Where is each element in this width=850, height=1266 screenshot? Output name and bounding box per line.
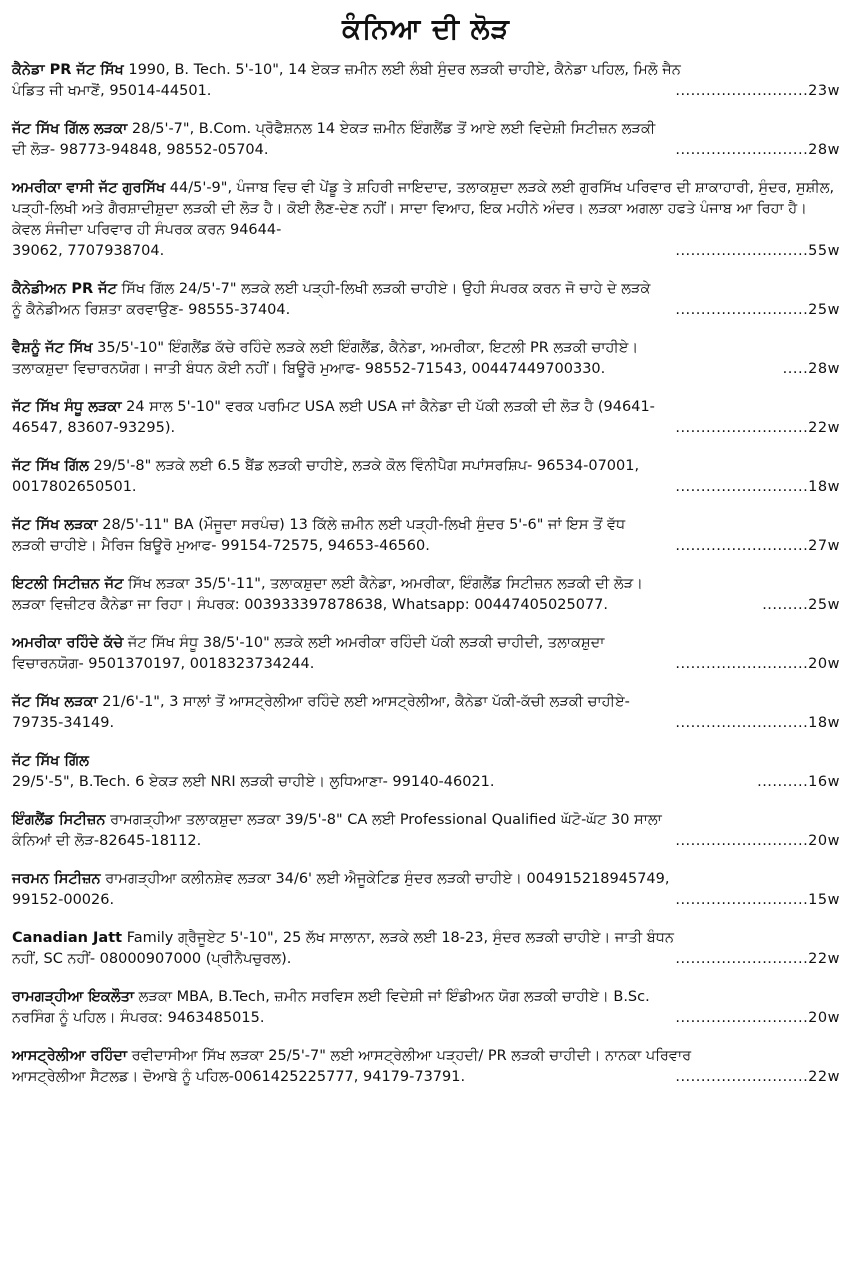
ad-code: ..........................20w: [675, 656, 840, 672]
ad-text: [12, 119, 840, 140]
ad-headline: ਰਾਮਗੜ੍ਹੀਆ ਇਕਲੌਤਾ: [12, 989, 135, 1005]
ad-headline: ਇੰਗਲੈਂਡ ਸਿਟੀਜ਼ਨ: [12, 812, 106, 828]
ad-code: ..........................15w: [675, 892, 840, 908]
ad-contact: 79735-34149.: [12, 715, 115, 731]
ad-code: ..........................22w: [675, 1069, 840, 1085]
ad-text: [12, 456, 840, 477]
ad-item: [12, 397, 840, 439]
ad-item: [12, 279, 840, 321]
ad-text: [12, 692, 840, 713]
ad-tail: [12, 1008, 840, 1029]
ad-tail: [12, 1067, 840, 1088]
ad-body: 28/5'-7", B.Com. ਪ੍ਰੋਫੈਸ਼ਨਲ 14 ਏਕੜ ਜ਼ਮੀਨ ਇੰਗਲੈਂਡ ਤੋਂ ਆਏ ਲਈ ਵਿਦੇਸ਼ੀ ਸਿਟੀਜ਼ਨ ਲੜਕੀ: [127, 121, 656, 137]
ad-text: [12, 178, 840, 241]
ad-contact: 39062, 7707938704.: [12, 243, 165, 259]
ad-text: [12, 869, 840, 890]
ad-item: [12, 338, 840, 380]
ad-contact: ਲੜਕੀ ਚਾਹੀਏ। ਮੈਰਿਜ ਬਿਊਰੋ ਮੁਆਫ- 99154-72575, 94653-46560.: [12, 538, 430, 554]
ad-code: ..........................28w: [675, 142, 840, 158]
ad-contact: 29/5'-5", B.Tech. 6 ਏਕੜ ਲਈ NRI ਲੜਕੀ ਚਾਹੀਏ। ਲੁਧਿਆਣਾ- 99140-46021.: [12, 774, 495, 790]
ad-body: 24 ਸਾਲ 5'-10" ਵਰਕ ਪਰਮਿਟ USA ਲਈ USA ਜਾਂ ਕੈਨੇਡਾ ਦੀ ਪੱਕੀ ਲੜਕੀ ਦੀ ਲੋੜ ਹੈ (94641-: [121, 399, 655, 415]
ad-tail: [12, 772, 840, 793]
ad-contact: ਵਿਚਾਰਨਯੋਗ- 9501370197, 0018323734244.: [12, 656, 315, 672]
ad-contact: ਆਸਟ੍ਰੇਲੀਆ ਸੈਟਲਡ। ਦੋਆਬੇ ਨੂੰ ਪਹਿਲ-0061425225777, 94179-73791.: [12, 1069, 466, 1085]
ad-body: 21/6'-1", 3 ਸਾਲਾਂ ਤੋਂ ਆਸਟ੍ਰੇਲੀਆ ਰਹਿੰਦੇ ਲਈ ਆਸਟ੍ਰੇਲੀਆ, ਕੈਨੇਡਾ ਪੱਕੀ-ਕੱਚੀ ਲੜਕੀ ਚਾਹੀਏ-: [97, 694, 630, 710]
ad-contact: ਨੂੰ ਕੈਨੇਡੀਅਨ ਰਿਸ਼ਤਾ ਕਰਵਾਉਣ- 98555-37404.: [12, 302, 291, 318]
ad-text: [12, 515, 840, 536]
ad-contact: ਦੀ ਲੋੜ- 98773-94848, 98552-05704.: [12, 142, 269, 158]
ad-tail: [12, 241, 840, 262]
ad-headline: ਜਰਮਨ ਸਿਟੀਜ਼ਨ: [12, 871, 101, 887]
ad-headline: ਆਸਟ੍ਰੇਲੀਆ ਰਹਿੰਦਾ: [12, 1048, 128, 1064]
page-title: ਕੰਨਿਆ ਦੀ ਲੋੜ: [342, 12, 510, 45]
ad-headline: ਅਮਰੀਕਾ ਵਾਸੀ ਜੱਟ ਗੁਰਸਿੱਖ: [12, 180, 166, 196]
ad-item: [12, 869, 840, 911]
ad-item: [12, 574, 840, 616]
ad-headline: ਜੱਟ ਸਿੱਖ ਲੜਕਾ: [12, 517, 98, 533]
ad-code: .....28w: [782, 361, 840, 377]
ad-body: 35/5'-10" ਇੰਗਲੈਂਡ ਕੱਚੇ ਰਹਿੰਦੇ ਲੜਕੇ ਲਈ ਇੰਗਲੈਂਡ, ਕੈਨੇਡਾ, ਅਮਰੀਕਾ, ਇਟਲੀ PR ਲੜਕੀ ਚਾਹੀਏ।: [92, 340, 639, 356]
ad-headline: Canadian Jatt: [12, 930, 123, 946]
ad-headline: ਵੈਸ਼ਨੂੰ ਜੱਟ ਸਿੱਖ: [12, 340, 93, 356]
ad-tail: [12, 713, 840, 734]
ad-body: ਸਿੱਖ ਲੜਕਾ 35/5'-11", ਤਲਾਕਸ਼ੁਦਾ ਲਈ ਕੈਨੇਡਾ, ਅਮਰੀਕਾ, ਇੰਗਲੈਂਡ ਸਿਟੀਜ਼ਨ ਲੜਕੀ ਦੀ ਲੋੜ।: [123, 576, 643, 592]
ad-body: 29/5'-8" ਲੜਕੇ ਲਈ 6.5 ਬੈਂਡ ਲੜਕੀ ਚਾਹੀਏ, ਲੜਕੇ ਕੋਲ ਵਿੰਨੀਪੈਗ ਸਪਾਂਸਰਸ਼ਿਪ- 96534-07001,: [88, 458, 640, 474]
ad-contact: ਲੜਕਾ ਵਿਜ਼ੀਟਰ ਕੈਨੇਡਾ ਜਾ ਰਿਹਾ। ਸੰਪਰਕ: 003933397878638, Whatsapp: 00447405025077.: [12, 597, 609, 613]
ad-body: ਰਵੀਦਾਸੀਆ ਸਿੱਖ ਲੜਕਾ 25/5'-7" ਲਈ ਆਸਟ੍ਰੇਲੀਆ ਪੜ੍ਹਦੀ/ PR ਲੜਕੀ ਚਾਹੀਦੀ। ਨਾਨਕਾ ਪਰਿਵਾਰ: [127, 1048, 692, 1064]
ad-contact: ਨਹੀਂ, SC ਨਹੀਂ- 08000907000 (ਪ੍ਰੀਨੈਪਚੁਰਲ).: [12, 951, 292, 967]
ad-headline: ਜੱਟ ਸਿੱਖ ਗਿੱਲ: [12, 753, 89, 769]
ad-headline: ਜੱਟ ਸਿੱਖ ਗਿੱਲ: [12, 458, 89, 474]
ad-headline: ਜੱਟ ਸਿੱਖ ਗਿੱਲ ਲੜਕਾ: [12, 121, 128, 137]
ad-tail: [12, 654, 840, 675]
ad-text: [12, 574, 840, 595]
ad-text: [12, 279, 840, 300]
ad-item: [12, 60, 840, 102]
ad-headline: ਕੈਨੇਡਾ PR ਜੱਟ ਸਿੱਖ: [12, 62, 124, 78]
ad-code: ..........................22w: [675, 951, 840, 967]
ad-body: 1990, B. Tech. 5'-10", 14 ਏਕੜ ਜ਼ਮੀਨ ਲਈ ਲੰਬੀ ਸੁੰਦਰ ਲੜਕੀ ਚਾਹੀਏ, ਕੈਨੇਡਾ ਪਹਿਲ, ਮਿਲੋ ਜੈਨ: [123, 62, 681, 78]
ad-tail: [12, 418, 840, 439]
ad-item: [12, 751, 840, 793]
ad-contact: 0017802650501.: [12, 479, 137, 495]
ad-body: ਜੱਟ ਸਿੱਖ ਸੰਧੂ 38/5'-10" ਲੜਕੇ ਲਈ ਅਮਰੀਕਾ ਰਹਿੰਦੀ ਪੱਕੀ ਲੜਕੀ ਚਾਹੀਦੀ, ਤਲਾਕਸ਼ੁਦਾ: [123, 635, 605, 651]
ad-headline: ਜੱਟ ਸਿੱਖ ਲੜਕਾ: [12, 694, 98, 710]
ad-body: ਰਾਮਗੜ੍ਹੀਆ ਕਲੀਨਸ਼ੇਵ ਲੜਕਾ 34/6' ਲਈ ਐਜੂਕੇਟਿਡ ਸੁੰਦਰ ਲੜਕੀ ਚਾਹੀਏ। 004915218945749,: [100, 871, 670, 887]
ad-item: [12, 928, 840, 970]
ad-tail: [12, 81, 840, 102]
ad-text: [12, 928, 840, 949]
ads-list: [12, 60, 840, 1088]
ad-code: ..........16w: [757, 774, 840, 790]
ad-text: [12, 338, 840, 359]
ad-body: ਲੜਕਾ MBA, B.Tech, ਜ਼ਮੀਨ ਸਰਵਿਸ ਲਈ ਵਿਦੇਸ਼ੀ ਜਾਂ ਇੰਡੀਅਨ ਯੋਗ ਲੜਕੀ ਚਾਹੀਏ। B.Sc.: [134, 989, 650, 1005]
ad-code: ..........................20w: [675, 833, 840, 849]
ad-tail: [12, 536, 840, 557]
ad-headline: ਇਟਲੀ ਸਿਟੀਜ਼ਨ ਜੱਟ: [12, 576, 124, 592]
ad-text: [12, 1046, 840, 1067]
ad-text: [12, 810, 840, 831]
ad-contact: ਨਰਸਿੰਗ ਨੂੰ ਪਹਿਲ। ਸੰਪਰਕ: 9463485015.: [12, 1010, 265, 1026]
ad-body: Family ਗ੍ਰੈਜੂਏਟ 5'-10", 25 ਲੱਖ ਸਾਲਾਨਾ, ਲੜਕੇ ਲਈ 18-23, ਸੁੰਦਰ ਲੜਕੀ ਚਾਹੀਏ। ਜਾਤੀ ਬੰਧਨ: [122, 930, 674, 946]
ad-code: ..........................18w: [675, 479, 840, 495]
ad-item: [12, 456, 840, 498]
ad-item: [12, 515, 840, 557]
ad-body: 44/5'-9", ਪੰਜਾਬ ਵਿਚ ਵੀ ਪੇਂਡੂ ਤੇ ਸ਼ਹਿਰੀ ਜਾਇਦਾਦ, ਤਲਾਕਸ਼ੁਦਾ ਲੜਕੇ ਲਈ ਗੁਰਸਿੱਖ ਪਰਿਵਾਰ ਦੀ ਸ਼ਾਕਾਹਾਰੀ, ਸੁੰਦਰ, ਸੁਸ਼ੀਲ, ਪੜ੍ਹੀ-ਲਿਖੀ ਅਤੇ ਗੈਰਸ਼ਾਦੀਸ਼ੁਦਾ ਲੜਕੀ ਦੀ ਲੋੜ ਹੈ। ਕੋਈ ਲੈਣ-ਦੇਣ ਨਹੀਂ। ਸਾਦਾ ਵਿਆਹ, ਇਕ ਮਹੀਨੇ ਅੰਦਰ। ਲੜਕਾ ਅਗਲਾ ਹਫਤੇ ਪੰਜਾਬ ਆ ਰਿਹਾ ਹੈ। ਕੇਵਲ ਸੰਜੀਦਾ ਪਰਿਵਾਰ ਹੀ ਸੰਪਰਕ ਕਰਨ 94644-: [12, 180, 835, 238]
ad-code: ..........................22w: [675, 420, 840, 436]
ad-headline: ਕੈਨੇਡੀਅਨ PR ਜੱਟ: [12, 281, 117, 297]
ad-item: [12, 810, 840, 852]
ad-headline: ਅਮਰੀਕਾ ਰਹਿੰਦੇ ਕੱਚੇ: [12, 635, 124, 651]
ad-item: [12, 178, 840, 262]
ad-text: [12, 633, 840, 654]
ad-tail: [12, 890, 840, 911]
ad-text: [12, 397, 840, 418]
ad-code: ..........................25w: [675, 302, 840, 318]
ad-body: ਸਿੱਖ ਗਿੱਲ 24/5'-7" ਲੜਕੇ ਲਈ ਪੜ੍ਹੀ-ਲਿਖੀ ਲੜਕੀ ਚਾਹੀਏ। ਉਹੀ ਸੰਪਰਕ ਕਰਨ ਜੋ ਚਾਹੇ ਦੇ ਲੜਕੇ: [116, 281, 651, 297]
ad-tail: [12, 831, 840, 852]
ad-item: [12, 987, 840, 1029]
ad-tail: [12, 300, 840, 321]
ad-contact: ਕੰਨਿਆਂ ਦੀ ਲੋੜ-82645-18112.: [12, 833, 202, 849]
ad-code: ..........................20w: [675, 1010, 840, 1026]
ad-item: [12, 633, 840, 675]
ad-code: ..........................23w: [675, 83, 840, 99]
ad-tail: [12, 140, 840, 161]
ad-text: [12, 60, 840, 81]
ad-tail: [12, 949, 840, 970]
ad-body: 28/5'-11" BA (ਮੌਜੂਦਾ ਸਰਪੰਚ) 13 ਕਿੱਲੇ ਜ਼ਮੀਨ ਲਈ ਪੜ੍ਹੀ-ਲਿਖੀ ਸੁੰਦਰ 5'-6" ਜਾਂ ਇਸ ਤੋਂ ਵੱਧ: [97, 517, 626, 533]
ad-tail: [12, 359, 840, 380]
ad-code: ..........................55w: [675, 243, 840, 259]
ad-text: [12, 987, 840, 1008]
ad-item: [12, 1046, 840, 1088]
ad-code: ..........................18w: [675, 715, 840, 731]
ad-contact: ਤਲਾਕਸ਼ੁਦਾ ਵਿਚਾਰਨਯੋਗ। ਜਾਤੀ ਬੰਧਨ ਕੋਈ ਨਹੀਂ। ਬਿਊਰੋ ਮੁਆਫ- 98552-71543, 00447449700330.: [12, 361, 606, 377]
ad-contact: 46547, 83607-93295).: [12, 420, 176, 436]
ad-code: ..........................27w: [675, 538, 840, 554]
ad-item: [12, 119, 840, 161]
ad-tail: [12, 595, 840, 616]
ad-text: [12, 751, 840, 772]
ad-contact: ਪੰਡਿਤ ਜੀ ਖਮਾਣੋਂ, 95014-44501.: [12, 83, 212, 99]
ad-tail: [12, 477, 840, 498]
ad-headline: ਜੱਟ ਸਿੱਖ ਸੰਧੂ ਲੜਕਾ: [12, 399, 122, 415]
ad-item: [12, 692, 840, 734]
ad-body: ਰਾਮਗੜ੍ਹੀਆ ਤਲਾਕਸ਼ੁਦਾ ਲੜਕਾ 39/5'-8" CA ਲਈ Professional Qualified ਘੱਟੋ-ਘੱਟ 30 ਸਾਲਾ: [105, 812, 662, 828]
ad-code: .........25w: [762, 597, 840, 613]
ad-contact: 99152-00026.: [12, 892, 115, 908]
